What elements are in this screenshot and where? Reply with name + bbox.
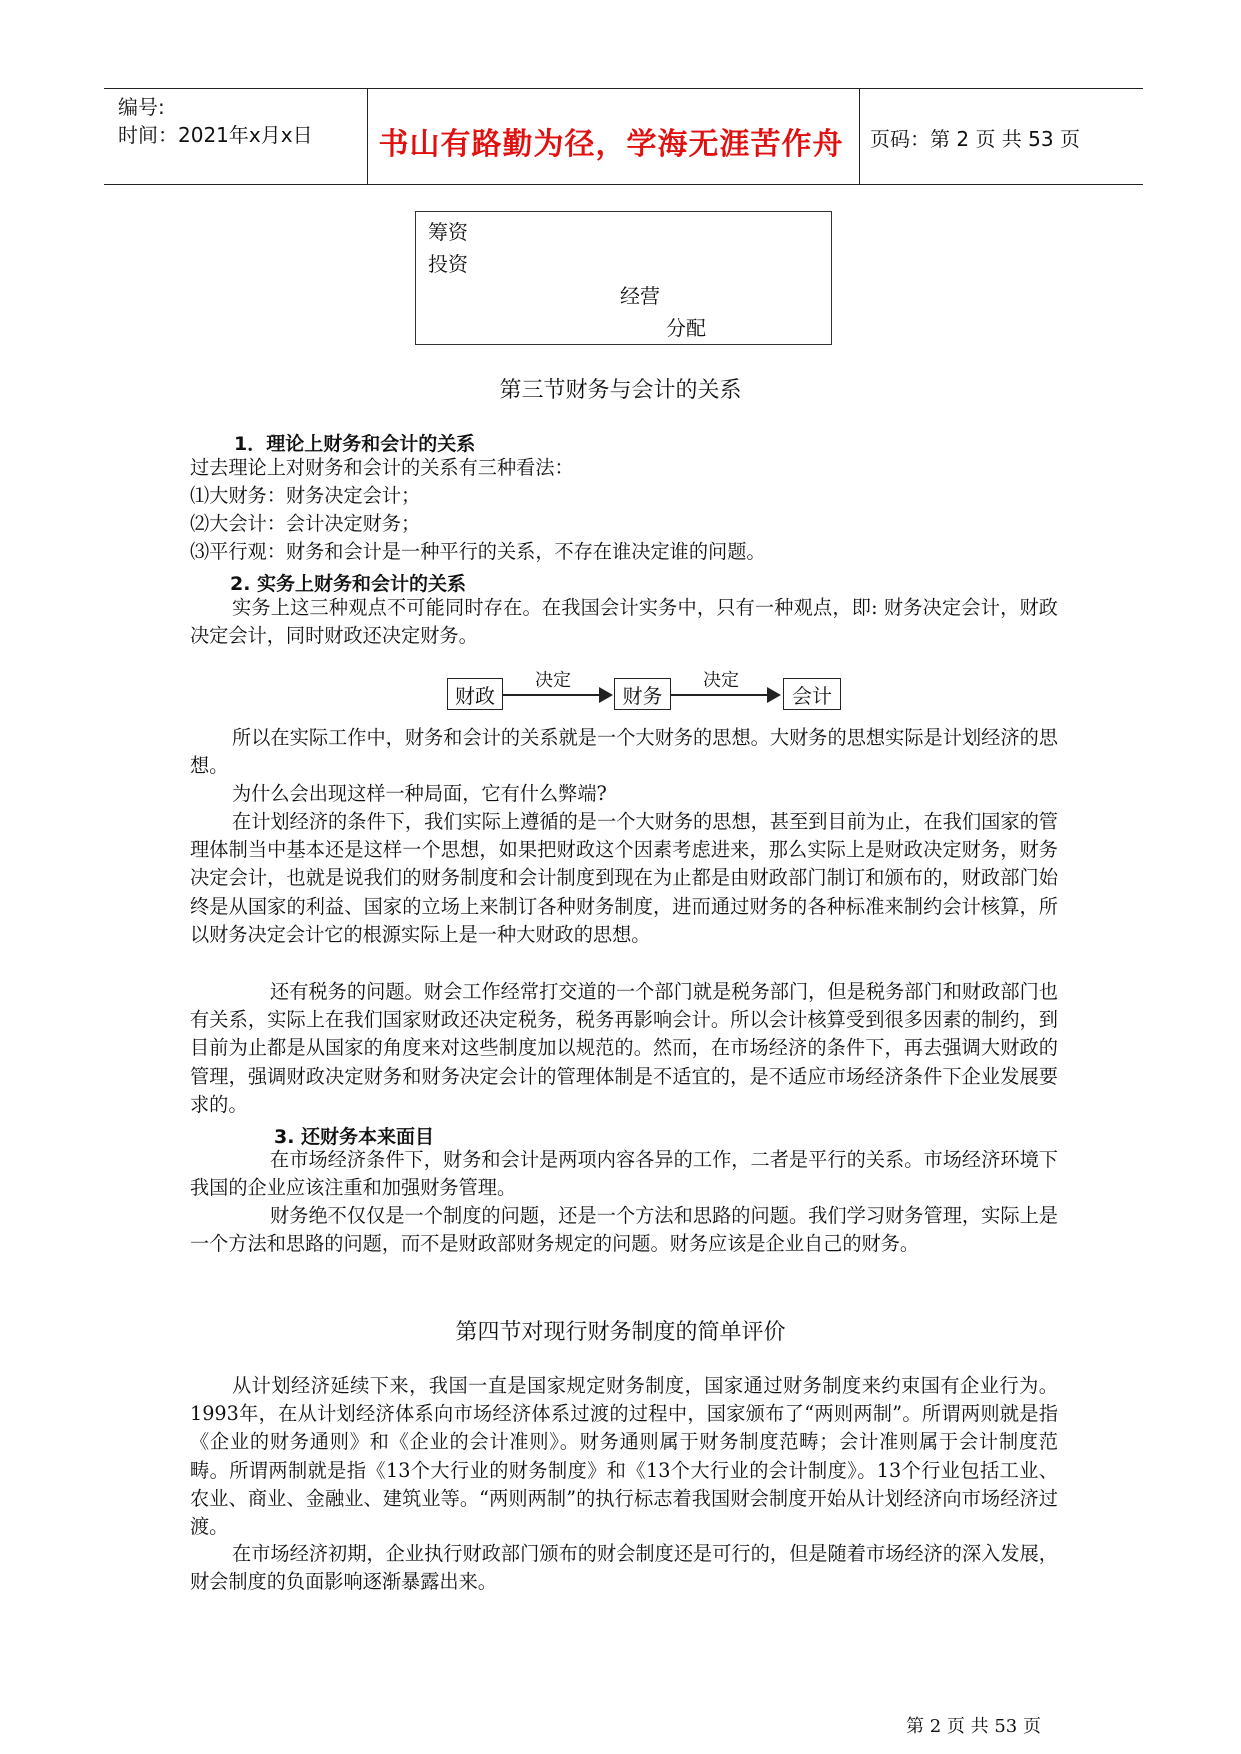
flow-arrow-label: 决定 [535, 670, 571, 691]
section-title: 第三节财务与会计的关系 [499, 378, 742, 403]
flow-diagram [447, 668, 847, 712]
flow-node-finance: 财务 [614, 678, 671, 710]
subsection-heading: 1．理论上财务和会计的关系 [234, 433, 476, 455]
document-number-label: 编号: [118, 95, 165, 119]
paragraph: 从计划经济延续下来，我国一直是国家规定财务制度，国家通过财务制度来约束国有企业行为。1993年，在从计划经济体系向市场经济体系过渡的过程中，国家颁布了“两则两制”。所谓两则就是指《企业的财务通则》和《企业的会计准则》。财务通则属于财务制度范畴；会计准则属于会计制度范畴。所谓两制就是指《13个大行业的财务制度》和《13个大行业的会计制度》。13个行业包括工业、农业、商业、金融业、建筑业等。“两则两制”的执行标志着我国财会制度开始从计划经济向市场经济过渡。 [190, 1374, 1058, 1539]
paragraph: 还有税务的问题。财会工作经常打交道的一个部门就是税务部门，但是税务部门和财政部门也有关系，实际上在我们国家财政还决定税务，税务再影响会计。所以会计核算受到很多因素的制约，到目前为止都是从国家的角度来对这些制度加以规范的。然而，在市场经济的条件下，再去强调大财政的管理，强调财政决定财务和财务决定会计的管理体制是不适宜的，是不适应市场经济条件下企业发展要求的。 [190, 980, 1058, 1116]
subsection-heading: 3. 还财务本来面目 [274, 1126, 435, 1148]
paragraph: 在市场经济条件下，财务和会计是两项内容各异的工作，二者是平行的关系。市场经济环境下我国的企业应该注重和加强财务管理。 [190, 1148, 1058, 1200]
page-footer: 第 2 页 共 53 页 [906, 1716, 1041, 1737]
header-motto: 书山有路勤为径，学海无涯苦作舟 [378, 127, 844, 162]
flow-arrow-line [671, 694, 769, 696]
section-title: 第四节对现行财务制度的简单评价 [455, 1320, 786, 1345]
arrow-head-icon [599, 687, 613, 703]
paragraph: 在市场经济初期，企业执行财政部门颁布的财会制度还是可行的，但是随着市场经济的深入发展，财会制度的负面影响逐渐暴露出来。 [190, 1542, 1058, 1594]
subsection-heading: 2. 实务上财务和会计的关系 [230, 573, 467, 595]
paragraph: 所以在实际工作中，财务和会计的关系就是一个大财务的思想。大财务的思想实际是计划经济的思想。 [190, 726, 1058, 778]
cycle-item: 分配 [666, 316, 706, 340]
paragraph: 过去理论上对财务和会计的关系有三种看法： [190, 456, 574, 479]
header-meta [118, 93, 313, 149]
flow-node-accounting: 会计 [783, 678, 841, 710]
header-page-info: 页码：第 2 页 共 53 页 [870, 127, 1080, 151]
page-header [104, 88, 1143, 185]
document-date: 时间：2021年x月x日 [118, 123, 313, 147]
flow-arrow-line [503, 694, 601, 696]
list-item: ⑶平行观：财务和会计是一种平行的关系，不存在谁决定谁的问题。 [190, 540, 766, 563]
list-item: ⑴大财务：财务决定会计； [190, 484, 421, 507]
paragraph: 财务绝不仅仅是一个制度的问题，还是一个方法和思路的问题。我们学习财务管理，实际上是一个方法和思路的问题，而不是财政部财务规定的问题。财务应该是企业自己的财务。 [190, 1204, 1058, 1256]
flow-arrow-label: 决定 [703, 670, 739, 691]
cycle-item: 经营 [620, 284, 660, 308]
list-item: ⑵大会计：会计决定财务； [190, 512, 421, 535]
paragraph: 实务上这三种观点不可能同时存在。在我国会计实务中，只有一种观点，即: 财务决定会计，财政决定会计，同时财政还决定财务。 [190, 596, 1058, 648]
finance-cycle-box [415, 211, 832, 345]
paragraph: 为什么会出现这样一种局面，它有什么弊端? [232, 782, 607, 805]
flow-node-finance-bureau: 财政 [447, 678, 503, 710]
header-divider [859, 89, 860, 184]
paragraph: 在计划经济的条件下，我们实际上遵循的是一个大财务的思想，甚至到目前为止，在我们国家的管理体制当中基本还是这样一个思想，如果把财政这个因素考虑进来，那么实际上是财政决定财务，财务决定会计，也就是说我们的财务制度和会计制度到现在为止都是由财政部门制订和颁布的，财政部门始终是从国家的利益、国家的立场上来制订各种财务制度，进而通过财务的各种标准来制约会计核算，所以财务决定会计它的根源实际上是一种大财政的思想。 [190, 810, 1058, 946]
cycle-item: 投资 [428, 252, 468, 276]
arrow-head-icon [767, 687, 781, 703]
cycle-item: 筹资 [428, 220, 468, 244]
